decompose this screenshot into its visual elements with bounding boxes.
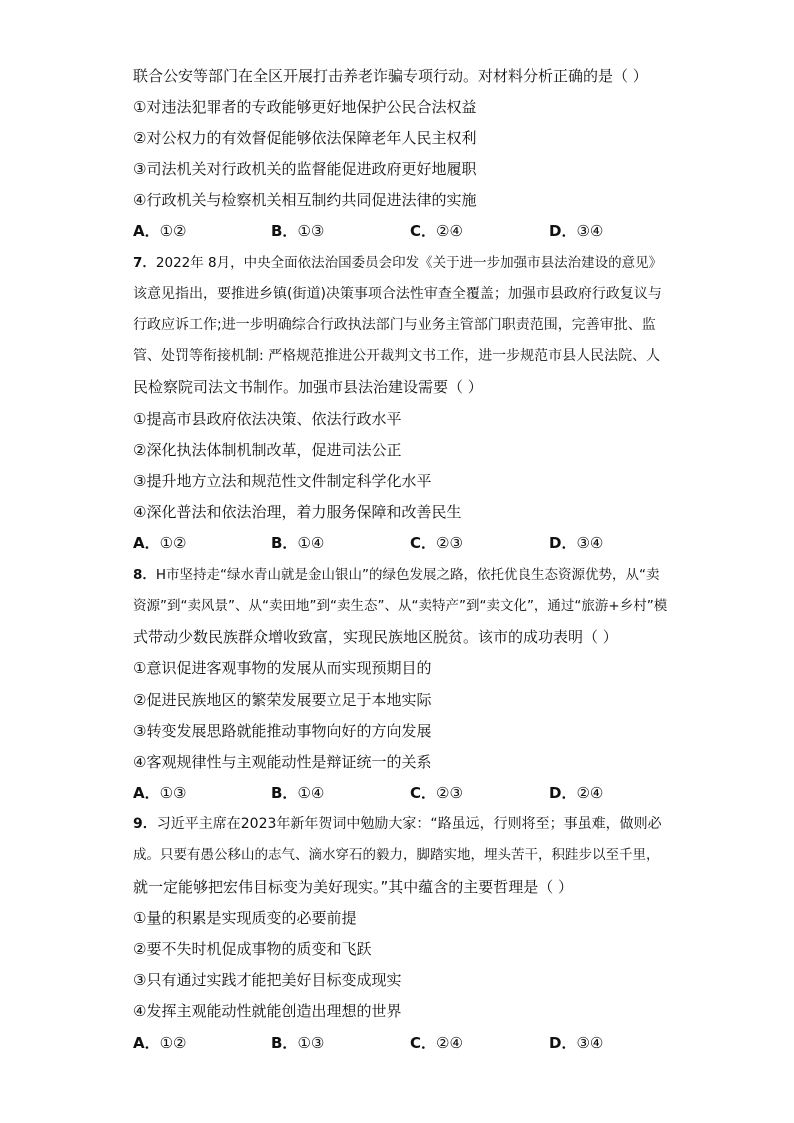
q7-choice-1: ①提高市县政府依法决策、依法行政水平 — [133, 410, 402, 428]
q6-option-c[interactable]: C．②④ — [410, 222, 463, 240]
q7-options — [133, 533, 673, 553]
q9-choice-3: ③只有通过实践才能把美好目标变成现实 — [133, 971, 402, 989]
q8-option-c[interactable]: C．②③ — [410, 784, 463, 802]
q7-option-c[interactable]: C．②③ — [410, 534, 463, 552]
q8-stem-line-1: 8．H市坚持走“绿水青山就是金山银山”的绿色发展之路，依托优良生态资源优势，从“卖 — [133, 567, 660, 583]
q7-choice-2: ②深化执法体制机制改革，促进司法公正 — [133, 441, 402, 459]
q6-choice-4: ④行政机关与检察机关相互制约共同促进法律的实施 — [133, 191, 477, 209]
q8-choice-3: ③转变发展思路就能推动事物向好的方向发展 — [133, 722, 432, 740]
q7-option-a[interactable]: A．①② — [133, 534, 187, 552]
q9-choice-4: ④发挥主观能动性就能创造出理想的世界 — [133, 1002, 402, 1020]
q9-choice-2: ②要不失时机促成事物的质变和飞跃 — [133, 940, 372, 958]
q7-number: 7． — [133, 255, 156, 271]
q9-stem-line-1: 9．习近平主席在2023年新年贺词中勉励大家：“路虽远，行则将至；事虽难，做则必 — [133, 816, 662, 832]
q8-option-d[interactable]: D．②④ — [549, 784, 604, 802]
q9-option-b[interactable]: B．①③ — [271, 1034, 325, 1052]
q9-stem-line-2: 成。只要有愚公移山的志气、滴水穿石的毅力，脚踏实地，埋头苦干，积跬步以至千里， — [133, 847, 660, 863]
q9-stem-line-3: 就一定能够把宏伟目标变为美好现实。”其中蕴含的主要哲理是（ ） — [133, 878, 574, 896]
q7-choice-4: ④深化普法和依法治理，着力服务保障和改善民生 — [133, 503, 462, 521]
q7-stem-line-4: 管、处罚等衔接机制: 严格规范推进公开裁判文书工作，进一步规范市县人民法院、人 — [133, 348, 661, 364]
q8-number: 8． — [133, 567, 156, 583]
q6-option-d[interactable]: D．③④ — [549, 222, 604, 240]
q7-stem-line-2: 该意见指出，要推进乡镇(街道)决策事项合法性审查全覆盖；加强市县政府行政复议与 — [133, 286, 662, 302]
q9-options — [133, 1033, 673, 1053]
q7-choice-3: ③提升地方立法和规范性文件制定科学化水平 — [133, 472, 432, 490]
q8-option-b[interactable]: B．①④ — [271, 784, 325, 802]
q6-choice-3: ③司法机关对行政机关的监督能促进政府更好地履职 — [133, 160, 477, 178]
q9-option-a[interactable]: A．①② — [133, 1034, 187, 1052]
q9-choice-1: ①量的积累是实现质变的必要前提 — [133, 909, 357, 927]
q8-choice-4: ④客观规律性与主观能动性是辩证统一的关系 — [133, 753, 432, 771]
q8-option-a[interactable]: A．①③ — [133, 784, 187, 802]
q9-number: 9． — [133, 816, 157, 832]
q6-choice-1: ①对违法犯罪者的专政能够更好地保护公民合法权益 — [133, 98, 477, 116]
q8-choice-1: ①意识促进客观事物的发展从而实现预期目的 — [133, 659, 432, 677]
q9-option-c[interactable]: C．②④ — [410, 1034, 463, 1052]
q7-option-d[interactable]: D．③④ — [549, 534, 604, 552]
q6-option-b[interactable]: B．①③ — [271, 222, 325, 240]
q6-stem-line: 联合公安等部门在全区开展打击养老诈骗专项行动。对材料分析正确的是（ ） — [133, 67, 648, 85]
q8-options — [133, 783, 673, 803]
q7-stem-line-5: 民检察院司法文书制作。加强市县法治建设需要（ ） — [133, 378, 483, 396]
q7-option-b[interactable]: B．①④ — [271, 534, 325, 552]
q9-option-d[interactable]: D．③④ — [549, 1034, 604, 1052]
q6-options — [133, 221, 673, 241]
q8-choice-2: ②促进民族地区的繁荣发展要立足于本地实际 — [133, 691, 432, 709]
q6-choice-2: ②对公权力的有效督促能够依法保障老年人民主权利 — [133, 129, 477, 147]
q8-stem-line-2: 资源”到“卖风景”、从“卖田地”到“卖生态”、从“卖特产”到“卖文化”，通过“旅游+乡村”模 — [133, 598, 668, 614]
q7-stem-line-1: 7．2022年 8月，中央全面依法治国委员会印发《关于进一步加强市县法治建设的意见》 — [133, 255, 663, 271]
q6-option-a[interactable]: A．①② — [133, 222, 187, 240]
q7-stem-line-3: 行政应诉工作;进一步明确综合行政执法部门与业务主管部门职责范围，完善审批、监 — [133, 317, 656, 333]
q8-stem-line-3: 式带动少数民族群众增收致富，实现民族地区脱贫。该市的成功表明（ ） — [133, 628, 618, 646]
